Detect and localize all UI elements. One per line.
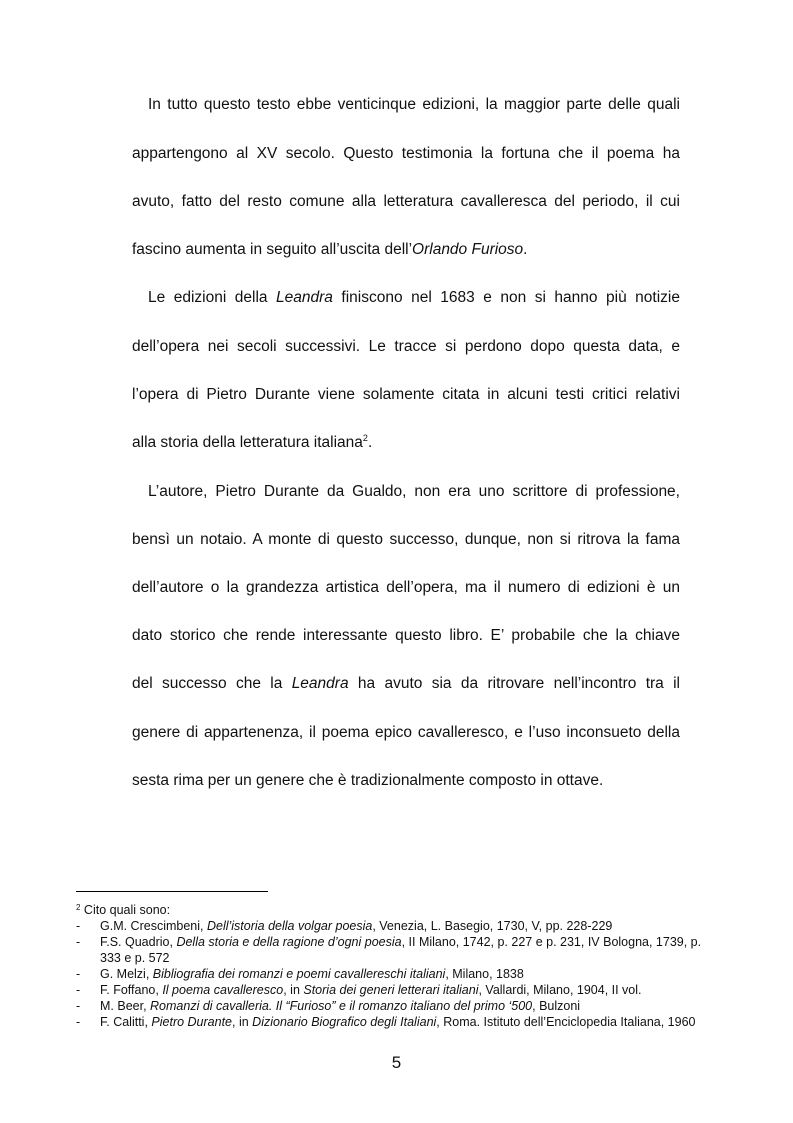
- footnote-item: [76, 934, 716, 966]
- italic-title: Leandra: [276, 289, 333, 306]
- body-line: [148, 288, 680, 308]
- body-line: appartengono al XV secolo. Questo testimonia la fortuna che il poema ha: [132, 145, 680, 162]
- list-dash: -: [76, 999, 81, 1013]
- footnote-item-text: [100, 934, 716, 966]
- footnote-item: [76, 918, 716, 934]
- text-run: .: [367, 434, 373, 451]
- footnote-item-text: [100, 1014, 716, 1030]
- footnote-item-text: [100, 982, 716, 998]
- fn-author: G. Melzi,: [100, 967, 153, 981]
- fn-rest: , II Milano, 1742, p. 227 e p. 231, IV Bologna, 1739, p. 333 e p. 572: [100, 935, 702, 965]
- footnote-item-text: [100, 966, 716, 982]
- text-run: fascino aumenta in seguito all’uscita dell’: [132, 241, 413, 258]
- fn-title: Bibliografia dei romanzi e poemi cavallereschi italiani: [152, 967, 446, 981]
- body-line: dell’autore o la grandezza artistica dell’opera, ma il numero di edizioni è un: [132, 579, 680, 596]
- footnote-item: [76, 966, 716, 982]
- footnote-intro-text: Cito quali sono:: [80, 903, 171, 917]
- fn-rest: , Venezia, L. Basegio, 1730, V, pp. 228-229: [372, 919, 613, 933]
- body-line: [132, 240, 680, 260]
- fn-author: F.S. Quadrio,: [100, 935, 177, 949]
- text-run: .: [523, 241, 528, 258]
- fn-author: G.M. Crescimbeni,: [100, 919, 207, 933]
- fn-rest: , Bulzoni: [532, 999, 581, 1013]
- body-line: genere di appartenenza, il poema epico cavalleresco, e l’uso inconsueto della: [132, 724, 680, 741]
- fn-author: F. Foffano,: [100, 983, 163, 997]
- fn-title: Della storia e della ragione d’ogni poesia: [176, 935, 402, 949]
- footnote-item: [76, 998, 716, 1014]
- body-line: dell’opera nei secoli successivi. Le tracce si perdono dopo questa data, e: [132, 338, 680, 355]
- body-line: [132, 674, 680, 694]
- fn-rest: , in: [232, 1015, 253, 1029]
- fn-title: Storia dei generi letterari italiani: [303, 983, 479, 997]
- list-dash: -: [76, 1015, 81, 1029]
- body-line: bensì un notaio. A monte di questo successo, dunque, non si ritrova la fama: [132, 531, 680, 548]
- text-run: Le edizioni della: [148, 289, 277, 306]
- text-run: ha avuto sia da ritrovare nell’incontro tra il: [348, 675, 680, 692]
- footnote-separator: [76, 891, 268, 892]
- footnote-marker: 2: [76, 903, 81, 912]
- body-line: avuto, fatto del resto comune alla letteratura cavalleresca del periodo, il cui: [132, 193, 680, 210]
- fn-rest: , in: [283, 983, 304, 997]
- list-dash: -: [76, 983, 81, 997]
- body-line: sesta rima per un genere che è tradizionalmente composto in ottave.: [132, 772, 604, 789]
- body-line: In tutto questo testo ebbe venticinque edizioni, la maggior parte delle quali: [148, 96, 680, 113]
- fn-title: Pietro Durante: [151, 1015, 233, 1029]
- text-run: finiscono nel 1683 e non si hanno più notizie: [332, 289, 680, 306]
- body-line: l’opera di Pietro Durante viene solamente citata in alcuni testi critici relativi: [132, 386, 680, 403]
- footnote-item: [76, 982, 716, 998]
- body-line: L’autore, Pietro Durante da Gualdo, non era uno scrittore di professione,: [148, 483, 680, 500]
- list-dash: -: [76, 967, 81, 981]
- fn-title: Il poema cavalleresco: [162, 983, 284, 997]
- page-number: 5: [391, 1053, 402, 1072]
- footnote-item-text: [100, 918, 716, 934]
- list-dash: -: [76, 919, 81, 933]
- list-dash: -: [76, 935, 81, 949]
- italic-title: Orlando Furioso: [412, 241, 524, 258]
- footnote-item-text: [100, 998, 716, 1014]
- fn-rest: , Vallardi, Milano, 1904, II vol.: [478, 983, 642, 997]
- fn-title: Romanzi di cavalleria. Il “Furioso” e il romanzo italiano del primo ‘500: [150, 999, 533, 1013]
- fn-rest: , Milano, 1838: [445, 967, 524, 981]
- fn-rest: , Roma. Istituto dell’Enciclopedia Italiana, 1960: [436, 1015, 696, 1029]
- footnote-item: [76, 1014, 716, 1046]
- body-line: [132, 433, 680, 453]
- italic-title: Leandra: [291, 675, 349, 692]
- fn-author: M. Beer,: [100, 999, 151, 1013]
- fn-title: Dell’istoria della volgar poesia: [206, 919, 373, 933]
- footnote-intro: [76, 902, 170, 918]
- body-line: dato storico che rende interessante questo libro. E’ probabile che la chiave: [132, 627, 680, 644]
- text-run: alla storia della letteratura italiana: [132, 434, 363, 451]
- text-run: del successo che la: [132, 675, 292, 692]
- fn-title: Dizionario Biografico degli Italiani: [252, 1015, 437, 1029]
- footnote-reference[interactable]: 2: [362, 433, 368, 443]
- fn-author: F. Calitti,: [100, 1015, 152, 1029]
